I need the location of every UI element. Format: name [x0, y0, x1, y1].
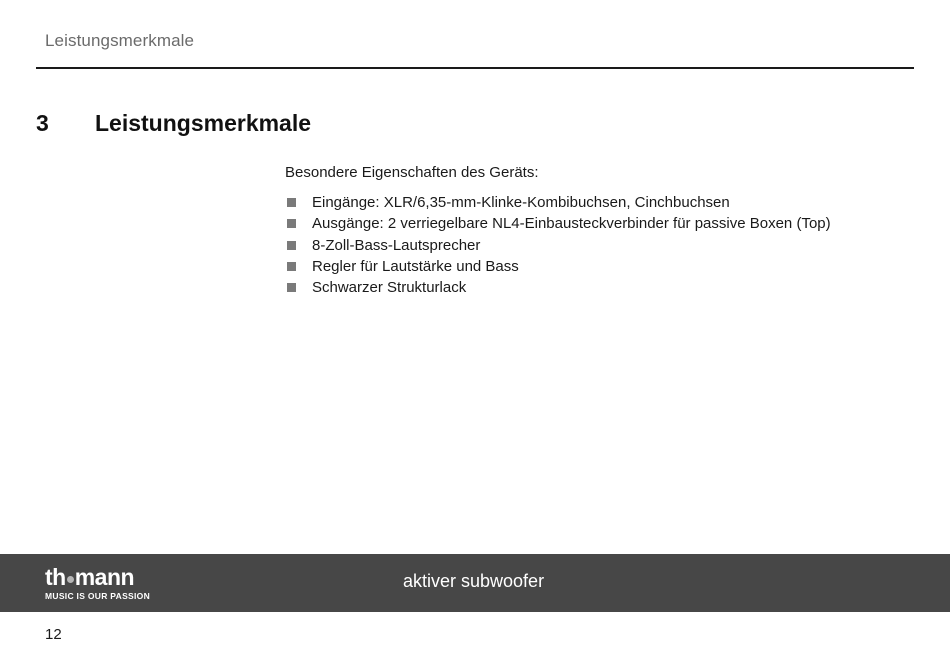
- list-item: [285, 235, 831, 256]
- footer-band: [0, 554, 950, 612]
- square-bullet-icon: [287, 198, 296, 207]
- list-item-text: Ausgänge: 2 verriegelbare NL4-Einbausteckverbinder für passive Boxen (Top): [312, 215, 831, 233]
- list-item: [285, 256, 831, 277]
- square-bullet-icon: [287, 241, 296, 250]
- list-item-text: Regler für Lautstärke und Bass: [312, 257, 519, 275]
- list-item: [285, 277, 831, 298]
- intro-text: Besondere Eigenschaften des Geräts:: [285, 164, 539, 181]
- list-item: [285, 213, 831, 234]
- header-rule: [36, 67, 914, 69]
- footer-product-name: aktiver subwoofer: [403, 571, 545, 591]
- thomann-logo: [45, 566, 150, 601]
- logo-wordmark: [45, 566, 150, 588]
- feature-list: [285, 192, 831, 298]
- list-item-text: Schwarzer Strukturlack: [312, 279, 467, 297]
- square-bullet-icon: [287, 219, 296, 228]
- logo-text-start: th: [45, 564, 66, 590]
- list-item-text: Eingänge: XLR/6,35-mm-Klinke-Kombibuchsen, Cinchbuchsen: [312, 194, 730, 211]
- logo-tagline: MUSIC IS OUR PASSION: [45, 591, 151, 601]
- list-item: [285, 192, 831, 213]
- page-number: 12: [45, 626, 62, 643]
- list-item-text: 8-Zoll-Bass-Lautsprecher: [312, 236, 481, 254]
- logo-dot-icon: [67, 576, 74, 583]
- running-header: Leistungsmerkmale: [45, 31, 195, 50]
- square-bullet-icon: [287, 283, 296, 292]
- square-bullet-icon: [287, 262, 296, 271]
- chapter-title: Leistungsmerkmale: [95, 110, 312, 136]
- logo-text-end: mann: [74, 564, 135, 590]
- chapter-number: 3: [36, 110, 49, 136]
